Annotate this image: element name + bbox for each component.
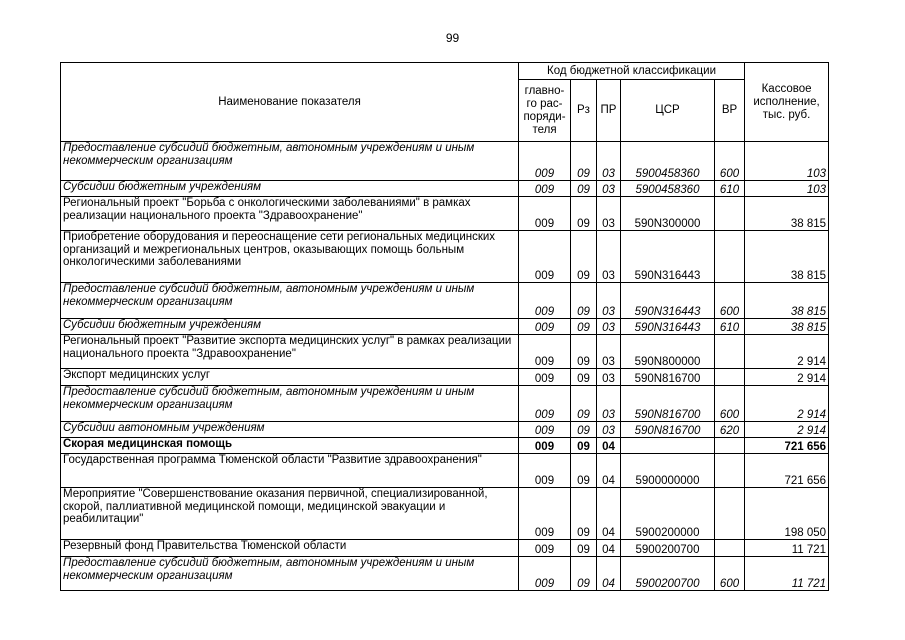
cell-csr: 5900200700 (621, 557, 715, 591)
cell-pr: 03 (597, 197, 621, 231)
table-row (61, 181, 829, 197)
cell-amount: 721 656 (745, 438, 829, 454)
cell-csr: 5900458360 (621, 142, 715, 181)
header-csr: ЦСР (621, 80, 715, 142)
cell-rz: 09 (571, 488, 597, 540)
header-name: Наименование показателя (61, 63, 519, 142)
cell-name: Субсидии бюджетным учреждениям (61, 319, 519, 335)
cell-rz: 09 (571, 386, 597, 422)
header-glavny: главно-го рас-поряди-теля (519, 80, 571, 142)
cell-name: Предоставление субсидий бюджетным, автономным учреждениям и иным некоммерческим организациям (61, 386, 519, 422)
cell-name: Предоставление субсидий бюджетным, автономным учреждениям и иным некоммерческим организациям (61, 557, 519, 591)
table-body (61, 142, 829, 591)
cell-glavny: 009 (519, 438, 571, 454)
cell-csr: 5900200700 (621, 540, 715, 557)
cell-pr: 04 (597, 438, 621, 454)
cell-rz: 09 (571, 231, 597, 283)
cell-glavny: 009 (519, 386, 571, 422)
cell-vr: 600 (715, 386, 745, 422)
header-vr: ВР (715, 80, 745, 142)
cell-vr (715, 454, 745, 488)
cell-rz: 09 (571, 369, 597, 386)
table-row (61, 557, 829, 591)
page-number: 99 (445, 31, 460, 45)
cell-glavny: 009 (519, 231, 571, 283)
cell-csr: 5900200000 (621, 488, 715, 540)
cell-pr: 04 (597, 557, 621, 591)
table-row (61, 422, 829, 438)
cell-pr: 03 (597, 231, 621, 283)
cell-pr: 03 (597, 319, 621, 335)
cell-amount: 38 815 (745, 319, 829, 335)
cell-glavny: 009 (519, 197, 571, 231)
cell-csr: 590N816700 (621, 422, 715, 438)
cell-name: Предоставление субсидий бюджетным, автономным учреждениям и иным некоммерческим организациям (61, 142, 519, 181)
table-row (61, 319, 829, 335)
cell-csr: 5900458360 (621, 181, 715, 197)
cell-amount: 2 914 (745, 369, 829, 386)
cell-vr: 600 (715, 283, 745, 319)
cell-name: Мероприятие "Совершенствование оказания первичной, специализированной, скорой, паллиативной медицинской помощи, медицинской эвакуации и реабилитации" (61, 488, 519, 540)
cell-csr: 590N800000 (621, 335, 715, 369)
cell-glavny: 009 (519, 319, 571, 335)
cell-vr: 610 (715, 181, 745, 197)
cell-name: Региональный проект "Развитие экспорта медицинских услуг" в рамках реализации национального проекта "Здравоохранение" (61, 335, 519, 369)
table-row (61, 438, 829, 454)
cell-rz: 09 (571, 283, 597, 319)
header-rz: Рз (571, 80, 597, 142)
budget-table (60, 62, 829, 591)
table-row (61, 369, 829, 386)
cell-glavny: 009 (519, 454, 571, 488)
cell-amount: 38 815 (745, 197, 829, 231)
cell-glavny: 009 (519, 142, 571, 181)
cell-pr: 03 (597, 386, 621, 422)
cell-glavny: 009 (519, 540, 571, 557)
cell-amount: 2 914 (745, 335, 829, 369)
cell-amount: 103 (745, 181, 829, 197)
cell-vr: 620 (715, 422, 745, 438)
cell-name: Региональный проект "Борьба с онкологическими заболеваниями" в рамках реализации национального проекта "Здравоохранение" (61, 197, 519, 231)
table-row (61, 142, 829, 181)
header-pr: ПР (597, 80, 621, 142)
cell-name: Приобретение оборудования и переоснащение сети региональных медицинских организаций и межрегиональных центров, оказывающих помощь больным онкологическими заболеваниями (61, 231, 519, 283)
cell-vr (715, 369, 745, 386)
cell-glavny: 009 (519, 181, 571, 197)
table-row (61, 283, 829, 319)
cell-vr (715, 488, 745, 540)
cell-glavny: 009 (519, 557, 571, 591)
cell-csr: 590N316443 (621, 231, 715, 283)
cell-rz: 09 (571, 335, 597, 369)
cell-amount: 38 815 (745, 231, 829, 283)
cell-pr: 04 (597, 540, 621, 557)
cell-name: Субсидии бюджетным учреждениям (61, 181, 519, 197)
cell-amount: 2 914 (745, 422, 829, 438)
cell-name: Скорая медицинская помощь (61, 438, 519, 454)
cell-rz: 09 (571, 197, 597, 231)
cell-pr: 04 (597, 488, 621, 540)
table-row (61, 386, 829, 422)
table-row (61, 197, 829, 231)
cell-name: Предоставление субсидий бюджетным, автономным учреждениям и иным некоммерческим организациям (61, 283, 519, 319)
cell-rz: 09 (571, 454, 597, 488)
header-code-group: Код бюджетной классификации (519, 63, 745, 80)
cell-csr: 590N300000 (621, 197, 715, 231)
cell-pr: 03 (597, 335, 621, 369)
header-amount: Кассовое исполнение, тыс. руб. (745, 63, 829, 142)
cell-csr (621, 438, 715, 454)
cell-rz: 09 (571, 438, 597, 454)
table-row (61, 335, 829, 369)
cell-glavny: 009 (519, 283, 571, 319)
table-row (61, 540, 829, 557)
cell-csr: 590N816700 (621, 369, 715, 386)
cell-vr (715, 540, 745, 557)
cell-glavny: 009 (519, 422, 571, 438)
cell-glavny: 009 (519, 369, 571, 386)
cell-name: Экспорт медицинских услуг (61, 369, 519, 386)
cell-vr (715, 231, 745, 283)
cell-amount: 38 815 (745, 283, 829, 319)
cell-rz: 09 (571, 557, 597, 591)
cell-vr (715, 438, 745, 454)
cell-pr: 04 (597, 454, 621, 488)
cell-amount: 721 656 (745, 454, 829, 488)
cell-pr: 03 (597, 369, 621, 386)
table-row (61, 488, 829, 540)
cell-csr: 590N316443 (621, 319, 715, 335)
cell-rz: 09 (571, 422, 597, 438)
cell-vr: 600 (715, 142, 745, 181)
table-row (61, 231, 829, 283)
cell-pr: 03 (597, 142, 621, 181)
cell-amount: 11 721 (745, 540, 829, 557)
cell-rz: 09 (571, 181, 597, 197)
cell-name: Государственная программа Тюменской области "Развитие здравоохранения" (61, 454, 519, 488)
cell-name: Резервный фонд Правительства Тюменской области (61, 540, 519, 557)
cell-glavny: 009 (519, 335, 571, 369)
table-row (61, 454, 829, 488)
cell-vr (715, 197, 745, 231)
cell-glavny: 009 (519, 488, 571, 540)
cell-amount: 103 (745, 142, 829, 181)
cell-vr (715, 335, 745, 369)
cell-pr: 03 (597, 181, 621, 197)
cell-rz: 09 (571, 319, 597, 335)
cell-vr: 610 (715, 319, 745, 335)
cell-rz: 09 (571, 142, 597, 181)
cell-amount: 11 721 (745, 557, 829, 591)
cell-amount: 198 050 (745, 488, 829, 540)
cell-name: Субсидии автономным учреждениям (61, 422, 519, 438)
cell-csr: 590N816700 (621, 386, 715, 422)
cell-rz: 09 (571, 540, 597, 557)
cell-pr: 03 (597, 422, 621, 438)
cell-pr: 03 (597, 283, 621, 319)
cell-amount: 2 914 (745, 386, 829, 422)
cell-csr: 590N316443 (621, 283, 715, 319)
cell-vr: 600 (715, 557, 745, 591)
cell-csr: 5900000000 (621, 454, 715, 488)
